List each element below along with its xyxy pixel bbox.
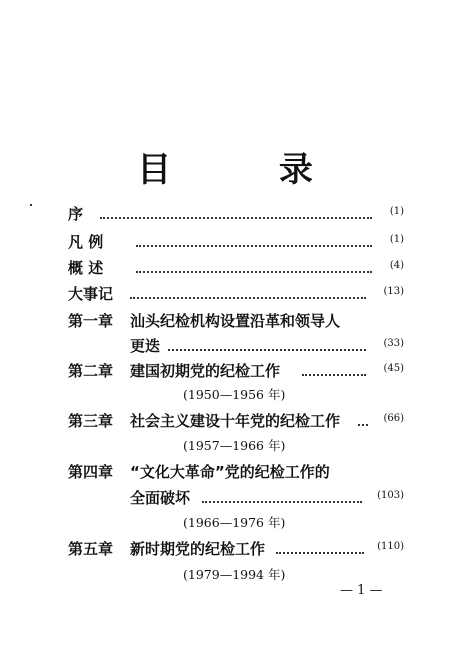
leader-dots xyxy=(358,424,368,426)
chapter-label: 第五章 xyxy=(68,540,114,558)
page-number: (1) xyxy=(389,234,404,245)
chapter-years: (1966—1976 年) xyxy=(183,515,286,530)
toc-entry-ch2[interactable] xyxy=(68,360,404,382)
toc-entry-ch3[interactable] xyxy=(68,410,404,432)
toc-entry-label: 概 述 xyxy=(68,259,104,277)
leader-dots xyxy=(302,374,366,376)
leader-dots xyxy=(136,271,372,273)
toc-entry-ch4-cont[interactable] xyxy=(68,487,404,509)
leader-dots xyxy=(130,297,366,299)
chapter-title: 社会主义建设十年党的纪检工作 xyxy=(130,412,341,430)
page-number: (45) xyxy=(383,363,404,374)
chapter-title-cont: 更迭 xyxy=(130,337,161,355)
toc-entry-label: 大事记 xyxy=(68,285,114,303)
toc-entry-label: 凡 例 xyxy=(68,233,104,251)
chapter-title-cont: 全面破坏 xyxy=(130,489,191,507)
page-number: (33) xyxy=(383,338,404,349)
page-number: (110) xyxy=(377,541,404,552)
toc-entry-ch1-cont[interactable] xyxy=(68,335,404,357)
page-number: (4) xyxy=(389,260,404,271)
leader-dots xyxy=(202,501,362,503)
page-title: 目 录 xyxy=(137,150,361,190)
toc-entry-preface[interactable] xyxy=(68,203,404,225)
toc-entry-fanli[interactable] xyxy=(68,231,404,253)
chapter-title: 建国初期党的纪检工作 xyxy=(130,362,281,380)
chapter-label: 第一章 xyxy=(68,312,114,330)
page-number: (1) xyxy=(389,206,404,217)
page-number: (103) xyxy=(377,490,404,501)
leader-dots xyxy=(136,245,372,247)
chapter-years: (1979—1994 年) xyxy=(183,567,286,582)
chapter-years: (1950—1956 年) xyxy=(183,387,286,402)
leader-dots xyxy=(168,349,366,351)
chapter-label: 第二章 xyxy=(68,362,114,380)
chapter-title: 新时期党的纪检工作 xyxy=(130,540,266,558)
leader-dots xyxy=(100,217,372,219)
chapter-label: 第四章 xyxy=(68,463,114,481)
toc-entry-overview[interactable] xyxy=(68,257,404,279)
chapter-years: (1957—1966 年) xyxy=(183,438,286,453)
ink-speck xyxy=(30,204,32,206)
page-number: (66) xyxy=(383,413,404,424)
toc-entry-ch4[interactable] xyxy=(68,461,404,483)
toc-entry-ch1[interactable] xyxy=(68,310,404,332)
chapter-title: “文化大革命”党的纪检工作的 xyxy=(130,463,330,481)
page-number: (13) xyxy=(383,286,404,297)
page-folio: — 1 — xyxy=(340,583,383,598)
chapter-title: 汕头纪检机构设置沿革和领导人 xyxy=(130,312,341,330)
leader-dots xyxy=(276,552,364,554)
toc-entry-chronicle[interactable] xyxy=(68,283,404,305)
chapter-label: 第三章 xyxy=(68,412,114,430)
toc-entry-label: 序 xyxy=(68,205,84,223)
toc-entry-ch5[interactable] xyxy=(68,538,404,560)
